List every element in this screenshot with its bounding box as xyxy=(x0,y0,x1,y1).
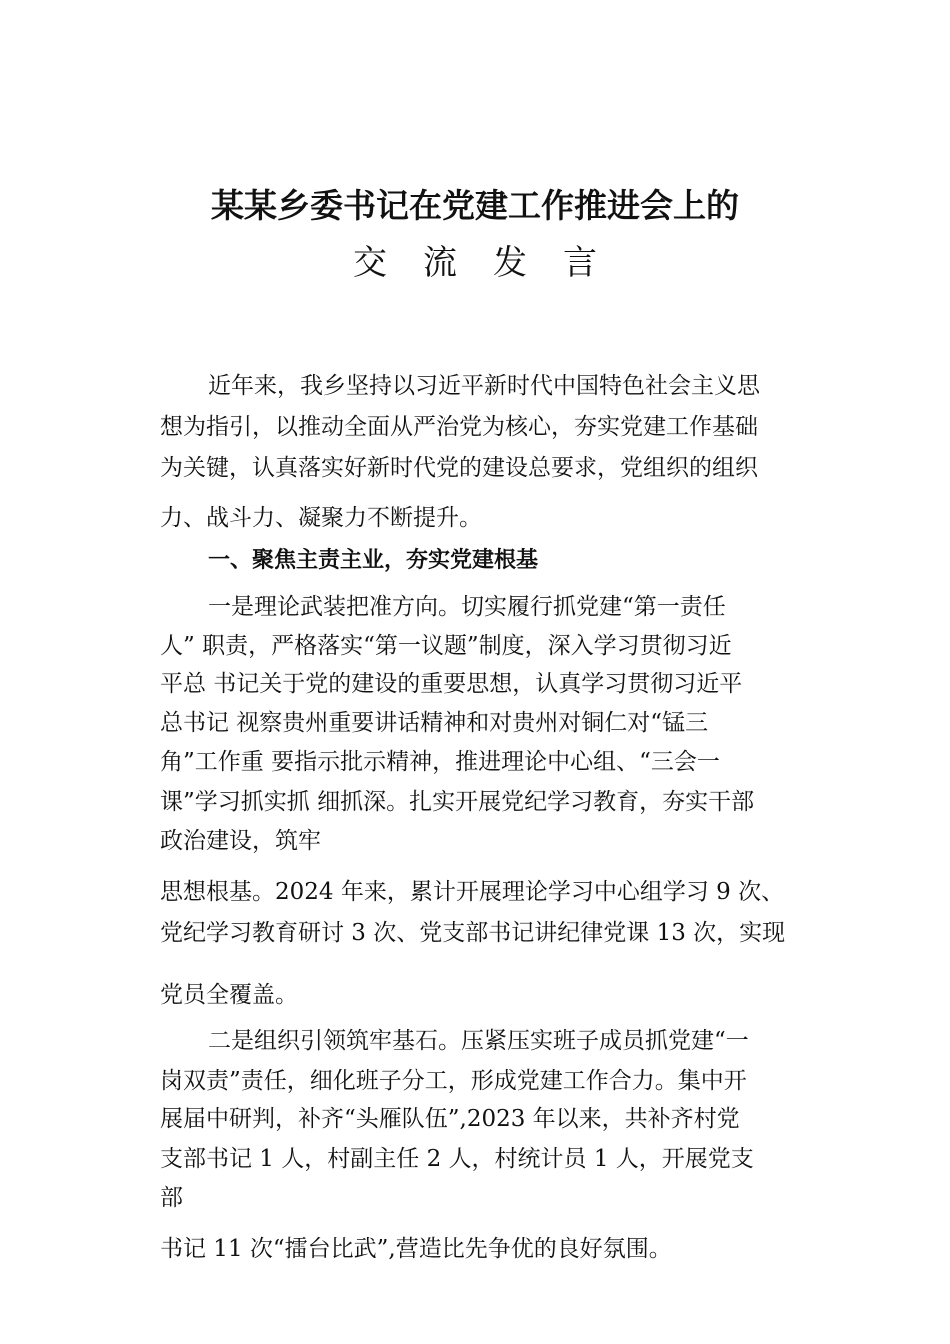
paragraph-line: 近年来，我乡坚持以习近平新时代中国特色社会主义思 xyxy=(208,373,760,399)
paragraph-line: 政治建设，筑牢 xyxy=(160,828,321,854)
paragraph-line: 想为指引，以推动全面从严治党为核心，夯实党建工作基础 xyxy=(160,414,758,440)
paragraph-line: 力、战斗力、凝聚力不断提升。 xyxy=(160,505,482,531)
paragraph-line: 人” 职责，严格落实“第一议题”制度，深入学习贯彻习近 xyxy=(160,633,732,659)
paragraph-line: 支部书记 1 人，村副主任 2 人，村统计员 1 人，开展党支 xyxy=(160,1146,754,1172)
document-title: 某某乡委书记在党建工作推进会上的 xyxy=(211,186,739,225)
paragraph-line: 课”学习抓实抓 细抓深。扎实开展党纪学习教育，夯实干部 xyxy=(160,789,755,815)
paragraph-line: 思想根基。2024 年来，累计开展理论学习中心组学习 9 次、 xyxy=(160,879,785,905)
paragraph-line: 二是组织引领筑牢基石。压紧压实班子成员抓党建“一 xyxy=(208,1028,749,1054)
paragraph-line: 展届中研判，补齐“头雁队伍”,2023 年以来，共补齐村党 xyxy=(160,1106,740,1132)
paragraph-line: 岗双责”责任，细化班子分工，形成党建工作合力。集中开 xyxy=(160,1068,747,1094)
section-heading: 一、聚焦主责主业，夯实党建根基 xyxy=(208,548,539,573)
paragraph-line: 党员全覆盖。 xyxy=(160,982,298,1008)
paragraph-line: 一是理论武装把准方向。切实履行抓党建“第一责任 xyxy=(208,594,726,620)
paragraph-line: 角”工作重 要指示批示精神，推进理论中心组、“三会一 xyxy=(160,749,720,775)
paragraph-line: 部 xyxy=(160,1185,183,1211)
paragraph-line: 总书记 视察贵州重要讲话精神和对贵州对铜仁对“锰三 xyxy=(160,710,709,736)
paragraph-line: 为关键，认真落实好新时代党的建设总要求，党组织的组织 xyxy=(160,455,758,481)
paragraph-line: 书记 11 次“擂台比武”,营造比先争优的良好氛围。 xyxy=(160,1236,672,1262)
paragraph-line: 平总 书记关于党的建设的重要思想，认真学习贯彻习近平 xyxy=(160,671,743,697)
paragraph-line: 党纪学习教育研讨 3 次、党支部书记讲纪律党课 13 次，实现 xyxy=(160,920,786,946)
document-subtitle: 交流发言 xyxy=(353,243,633,283)
